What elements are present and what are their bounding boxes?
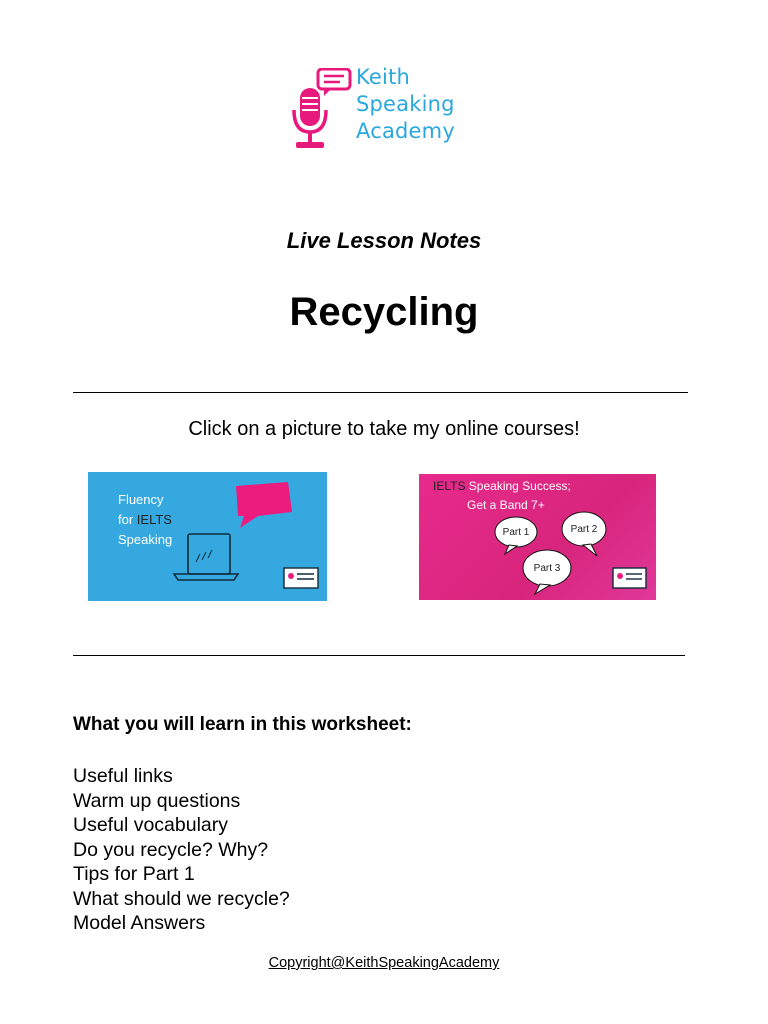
list-item: Do you recycle? Why?	[73, 838, 269, 861]
card1-line-1: Fluency	[118, 492, 164, 507]
copyright-link[interactable]: Copyright@KeithSpeakingAcademy	[268, 955, 500, 971]
bubble-part-3-label: Part 3	[533, 563, 561, 574]
certificate-icon	[613, 568, 646, 588]
worksheet-topic-list	[73, 764, 290, 936]
card1-line-3: Speaking	[118, 532, 173, 547]
card1-line-2-prefix: for	[118, 512, 137, 527]
divider-bottom	[73, 655, 685, 656]
bubble-part-3	[523, 550, 571, 594]
card2-title-line-2: Get a Band 7+	[467, 498, 545, 512]
brand-line-3: Academy	[356, 119, 455, 143]
speech-bubbles-graphic	[419, 474, 656, 600]
bubble-part-2-label: Part 2	[570, 524, 598, 535]
divider-top	[73, 392, 688, 393]
brand-line-2: Speaking	[356, 92, 455, 116]
brand-name	[356, 64, 455, 145]
list-item: Useful links	[73, 765, 173, 787]
list-item: Tips for Part 1	[73, 863, 195, 885]
bubble-part-1	[495, 517, 537, 554]
bubble-part-2	[562, 512, 606, 556]
brand-line-1: Keith	[356, 65, 411, 89]
card2-title-rest: Speaking Success;	[465, 479, 571, 493]
document-subtitle: Live Lesson Notes	[286, 228, 482, 253]
courses-cta-text: Click on a picture to take my online courses!	[188, 418, 580, 440]
card1-ielts-word: IELTS	[136, 512, 172, 527]
document-title: Recycling	[289, 290, 479, 334]
microphone-icon	[288, 68, 354, 152]
list-item: Useful vocabulary	[73, 814, 228, 836]
laptop-speech-icon	[88, 472, 327, 601]
list-item: What should we recycle?	[73, 887, 290, 910]
academy-logo	[288, 64, 488, 154]
course-card-fluency[interactable]	[88, 472, 327, 601]
card2-ielts-word: IELTS	[433, 479, 466, 493]
bubble-part-1-label: Part 1	[502, 527, 530, 538]
list-item: Model Answers	[73, 912, 206, 934]
list-item: Warm up questions	[73, 789, 241, 812]
course-card-speaking-success[interactable]	[419, 474, 656, 600]
worksheet-heading: What you will learn in this worksheet:	[73, 714, 412, 735]
